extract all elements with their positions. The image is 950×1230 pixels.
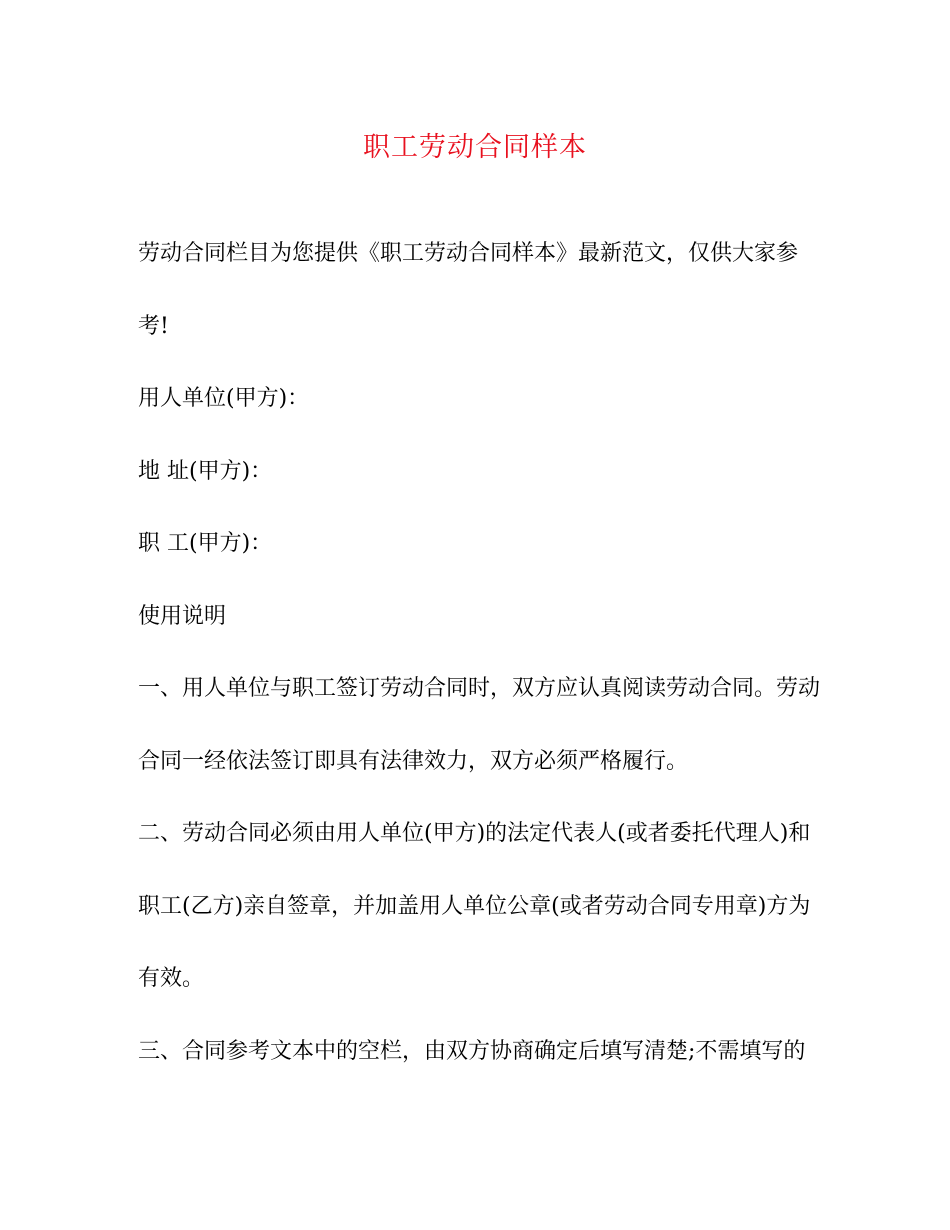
clause-3-line-1: 三、合同参考文本中的空栏，由双方协商确定后填写清楚;不需填写的 (138, 1038, 806, 1064)
address-field: 地 址(甲方)： (138, 458, 273, 484)
employer-field: 用人单位(甲方)： (138, 386, 310, 411)
document-title: 职工劳动合同样本 (363, 132, 587, 163)
employee-field: 职 工(甲方)： (138, 531, 273, 556)
usage-heading: 使用说明 (138, 603, 227, 629)
clause-1-line-1: 一、用人单位与职工签订劳动合同时，双方应认真阅读劳动合同。劳动 (138, 676, 821, 701)
document-body (138, 218, 821, 1088)
clause-2-line-2: 职工(乙方)亲自签章，并加盖用人单位公章(或者劳动合同专用章)方为 (138, 893, 811, 919)
intro-line-2: 考! (138, 313, 169, 339)
clause-1-line-2: 合同一经依法签订即具有法律效力，双方必须严格履行。 (138, 748, 689, 774)
clause-2-line-3: 有效。 (138, 966, 205, 991)
clause-2-line-1: 二、劳动合同必须由用人单位(甲方)的法定代表人(或者委托代理人)和 (138, 821, 811, 846)
intro-line-1: 劳动合同栏目为您提供《职工劳动合同样本》最新范文，仅供大家参 (138, 241, 799, 266)
